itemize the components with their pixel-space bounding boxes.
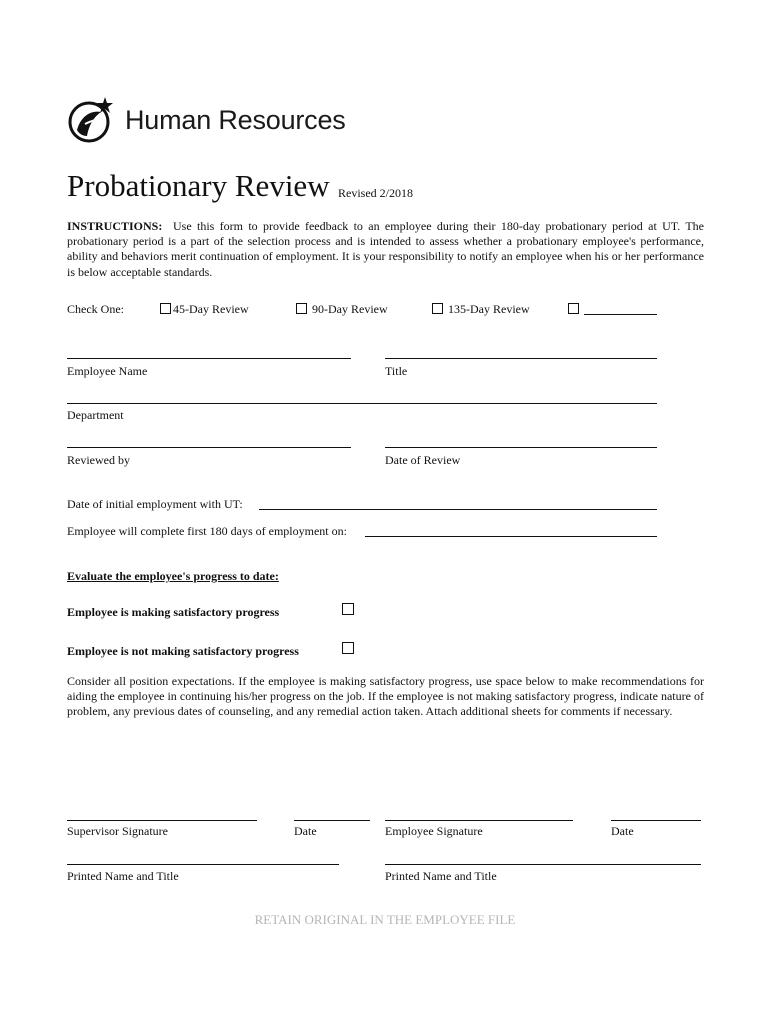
printed-name-2-label: Printed Name and Title — [385, 869, 497, 883]
reviewed-by-line[interactable] — [67, 447, 351, 448]
satisfactory-label: Employee is making satisfactory progress — [67, 605, 280, 619]
employee-signature-line[interactable] — [385, 820, 573, 821]
printed-name-1-line[interactable] — [67, 864, 339, 865]
complete-180-days-label: Employee will complete first 180 days of employment on: — [67, 524, 347, 538]
not-satisfactory-label: Employee is not making satisfactory progress — [67, 644, 299, 658]
checkbox-other[interactable] — [568, 303, 579, 314]
option-135-day-label: 135-Day Review — [448, 302, 530, 316]
complete-180-days-line[interactable] — [365, 536, 657, 537]
date-1-line[interactable] — [294, 820, 370, 821]
date-2-line[interactable] — [611, 820, 701, 821]
other-review-line[interactable] — [584, 314, 657, 315]
option-other[interactable] — [568, 302, 581, 317]
org-name: Human Resources — [125, 104, 346, 135]
date-of-review-label: Date of Review — [385, 453, 461, 467]
date-initial-employment-line[interactable] — [259, 509, 657, 510]
retain-note: RETAIN ORIGINAL IN THE EMPLOYEE FILE — [254, 912, 516, 927]
not-satisfactory-checkbox[interactable] — [342, 642, 354, 654]
form-title: Probationary Review — [67, 168, 330, 203]
date-initial-employment-label: Date of initial employment with UT: — [67, 497, 243, 511]
revised-date: Revised 2/2018 — [338, 186, 413, 200]
date-1-label: Date — [294, 824, 317, 838]
employee-name-line[interactable] — [67, 358, 351, 359]
checkbox-45-day[interactable] — [160, 303, 171, 314]
title-line[interactable] — [385, 358, 657, 359]
date-of-review-line[interactable] — [385, 447, 657, 448]
instructions-text: Use this form to provide feedback to an employee during their 180-day probationary period at UT. The probationary period is a part of the selection process and is intended to assess whether a probationary employee's performance, ability and behaviors merit continuation of employment. It is your responsibility to notify an employee when his or her performance is below acceptable standards. — [67, 219, 704, 279]
evaluation-paragraph: Consider all position expectations. If the employee is making satisfactory progress, use space below to make recommendations for aiding the employee in continuing his/her progress on the job. If the employee is not making satisfactory progress, indicate nature of problem, any previous dates of counseling, and any remedial action taken. Attach additional sheets for comments if necessary. — [67, 674, 704, 719]
hr-header — [67, 94, 346, 146]
employee-signature-label: Employee Signature — [385, 824, 483, 838]
printed-name-1-label: Printed Name and Title — [67, 869, 179, 883]
option-45-day-label: 45-Day Review — [173, 302, 249, 316]
title-label: Title — [385, 364, 408, 378]
check-one-label: Check One: — [67, 302, 124, 316]
evaluation-heading: Evaluate the employee's progress to date: — [67, 569, 279, 583]
option-90-day[interactable] — [296, 302, 388, 317]
instructions — [67, 219, 704, 280]
checkbox-135-day[interactable] — [432, 303, 443, 314]
supervisor-signature-label: Supervisor Signature — [67, 824, 168, 838]
printed-name-2-line[interactable] — [385, 864, 701, 865]
department-label: Department — [67, 408, 124, 422]
satisfactory-checkbox[interactable] — [342, 603, 354, 615]
checkbox-90-day[interactable] — [296, 303, 307, 314]
reviewed-by-label: Reviewed by — [67, 453, 130, 467]
option-135-day[interactable] — [432, 302, 530, 317]
ut-star-logo-icon — [67, 94, 115, 146]
date-2-label: Date — [611, 824, 634, 838]
option-45-day[interactable] — [160, 302, 249, 317]
employee-name-label: Employee Name — [67, 364, 148, 378]
department-line[interactable] — [67, 403, 657, 404]
supervisor-signature-line[interactable] — [67, 820, 257, 821]
option-90-day-label: 90-Day Review — [312, 302, 388, 316]
instructions-label: INSTRUCTIONS: — [67, 219, 163, 233]
